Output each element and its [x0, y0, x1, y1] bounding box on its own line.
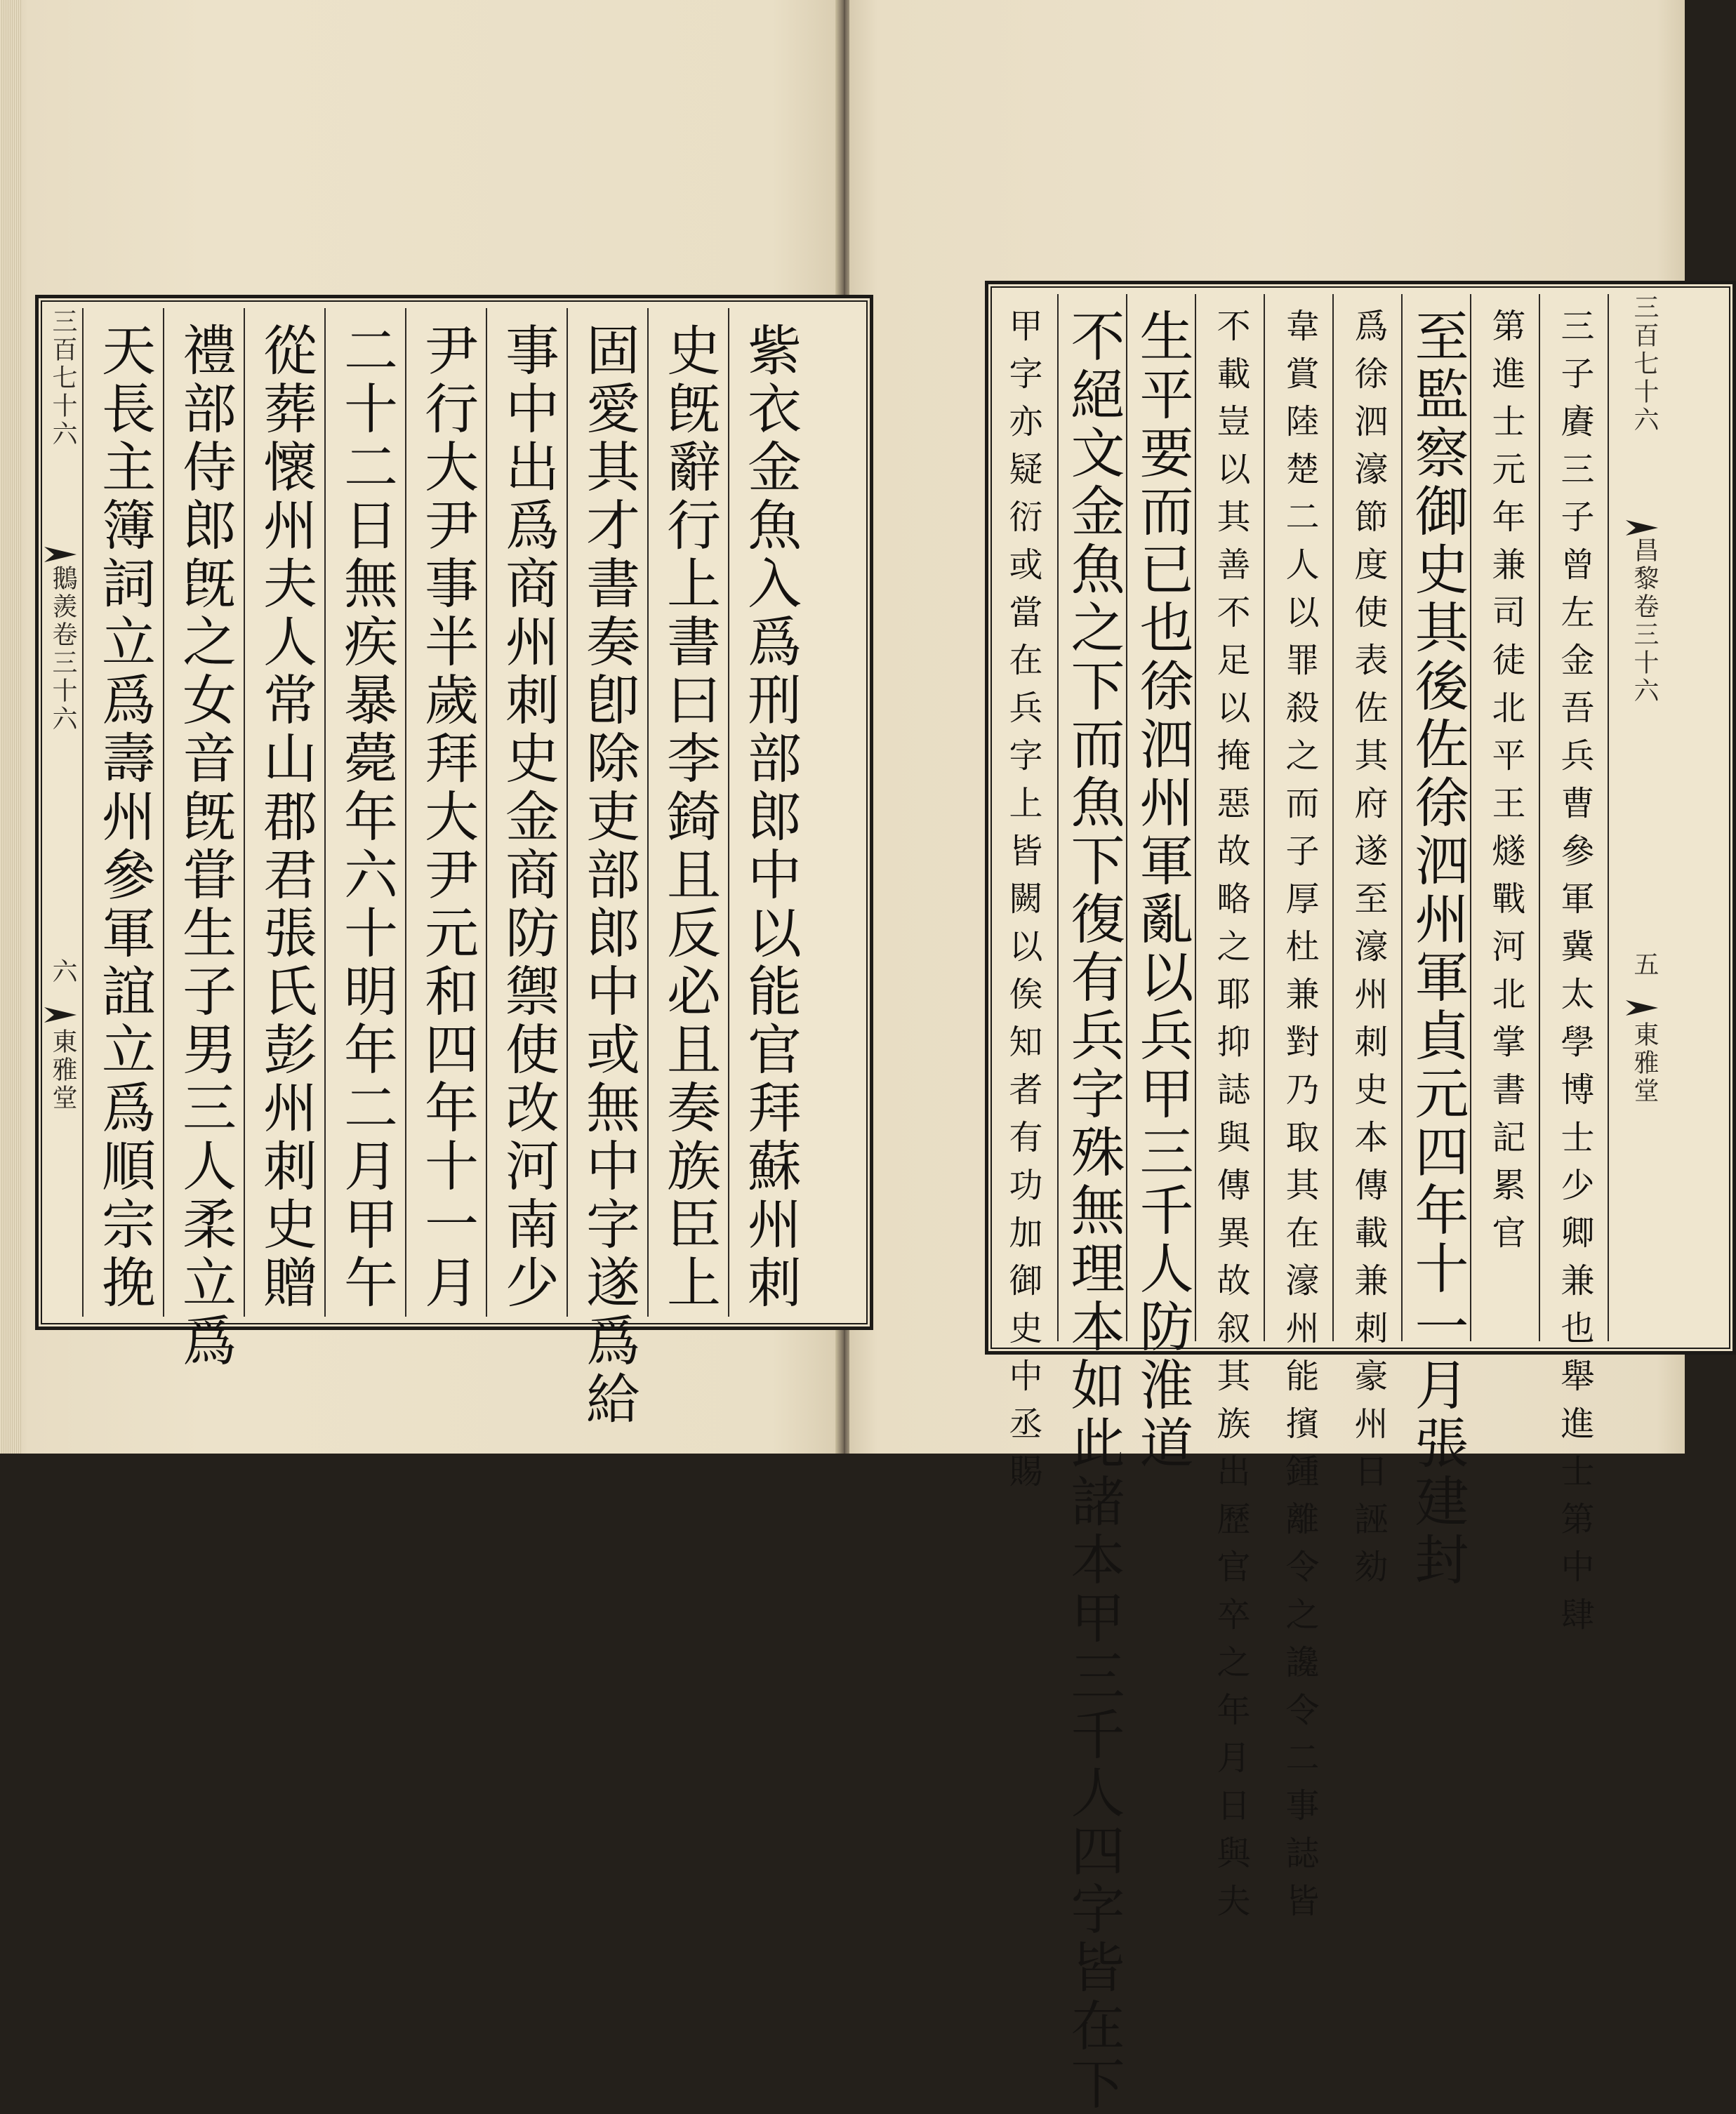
- column-text: 三子賡三子曾左金吾兵曹參軍冀太學博士少卿兼也舉進士第中肆: [1555, 308, 1594, 1644]
- column-text: 固愛其才書奏卽除吏部郎中或無中字遂爲給: [577, 322, 640, 1429]
- column-text: 天長主簿詞立爲壽州參軍誼立爲順宗挽: [93, 322, 155, 1312]
- text-column: [244, 308, 326, 1317]
- right-leaf-number: 五: [1630, 951, 1659, 979]
- text-column: [1332, 294, 1403, 1597]
- margin-divider: [1608, 294, 1610, 1341]
- text-column: [1264, 294, 1334, 1931]
- column-text: 爲徐泗濠節度使表佐其府遂至濠州刺史本傳載兼刺豪州日誣劾: [1349, 308, 1388, 1597]
- right-text-frame: [985, 281, 1736, 2114]
- right-book-title: 昌黎卷三十六: [1630, 537, 1659, 705]
- right-volume-label: 三百七十六: [1630, 294, 1659, 434]
- column-text: 不絕文金魚之下而魚下復有兵字殊無理本如此諸本甲三千人四字皆在下: [1061, 308, 1125, 2114]
- text-column: [1539, 294, 1609, 1644]
- text-column: [82, 308, 164, 1317]
- column-text: 至監察御史其後佐徐泗州軍貞元四年十一月張建封: [1405, 308, 1469, 1590]
- column-text: 生平要而已也徐泗州軍亂以兵甲三千人防淮道: [1130, 308, 1193, 1473]
- text-column: [1470, 294, 1540, 1341]
- column-text: 紫衣金魚入爲刑部郎中以能官拜蘇州刺: [738, 322, 801, 1312]
- left-text-frame: [35, 295, 873, 1429]
- left-leaf-number: 六: [48, 958, 77, 986]
- column-text: 禮部侍郎旣之女音旣甞生子男三人柔立爲: [173, 322, 236, 1371]
- left-publisher: 東雅堂: [48, 1028, 77, 1112]
- text-column: [486, 308, 568, 1317]
- text-column: [566, 308, 649, 1429]
- text-column: [728, 308, 810, 1317]
- column-text: 韋賞陸楚二人以罪殺之而子厚杜兼對乃取其在濠州能擯鍾離令之讒令二事誌皆: [1280, 308, 1319, 1931]
- column-text: 二十二日無疾暴薨年六十明年二月甲午: [335, 322, 397, 1312]
- text-column: [405, 308, 487, 1317]
- text-column: [988, 294, 1057, 1501]
- fish-tail-mark-lower: [44, 1007, 77, 1023]
- left-volume-label: 三百七十六: [48, 308, 77, 448]
- text-column: [647, 308, 729, 1317]
- column-text: 事中出爲商州刺史金商防禦使改河南少: [496, 322, 559, 1312]
- text-column: [1057, 294, 1127, 2114]
- column-text: 從葬懷州夫人常山郡君張氏彭州刺史贈: [254, 322, 317, 1312]
- column-text: 尹行大尹事半歲拜大尹元和四年十一月: [416, 322, 478, 1312]
- page-edges: [0, 0, 21, 1454]
- text-column: [324, 308, 406, 1317]
- column-text: 史旣辭行上書曰李錡且反必且奏族臣上: [658, 322, 720, 1312]
- column-text: 甲字亦疑衍或當在兵字上皆闕以俟知者有功加御史中丞賜: [1003, 308, 1042, 1501]
- column-text: 不載豈以其善不足以掩惡故略之耶抑誌與傳異故叙其族出歷官卒之年月日與夫: [1211, 308, 1250, 1931]
- column-text: 第進士元年兼司徒北平王燧戰河北掌書記累官: [1486, 308, 1525, 1263]
- text-column: [1401, 294, 1471, 1590]
- text-column: [1126, 294, 1196, 1473]
- text-column: [163, 308, 245, 1371]
- left-book-title: 鵝羨卷三十六: [48, 565, 77, 733]
- text-column: [1195, 294, 1265, 1931]
- fish-tail-mark: [1626, 520, 1658, 536]
- right-publisher: 東雅堂: [1630, 1021, 1659, 1105]
- fish-tail-mark-lower: [1626, 1000, 1658, 1016]
